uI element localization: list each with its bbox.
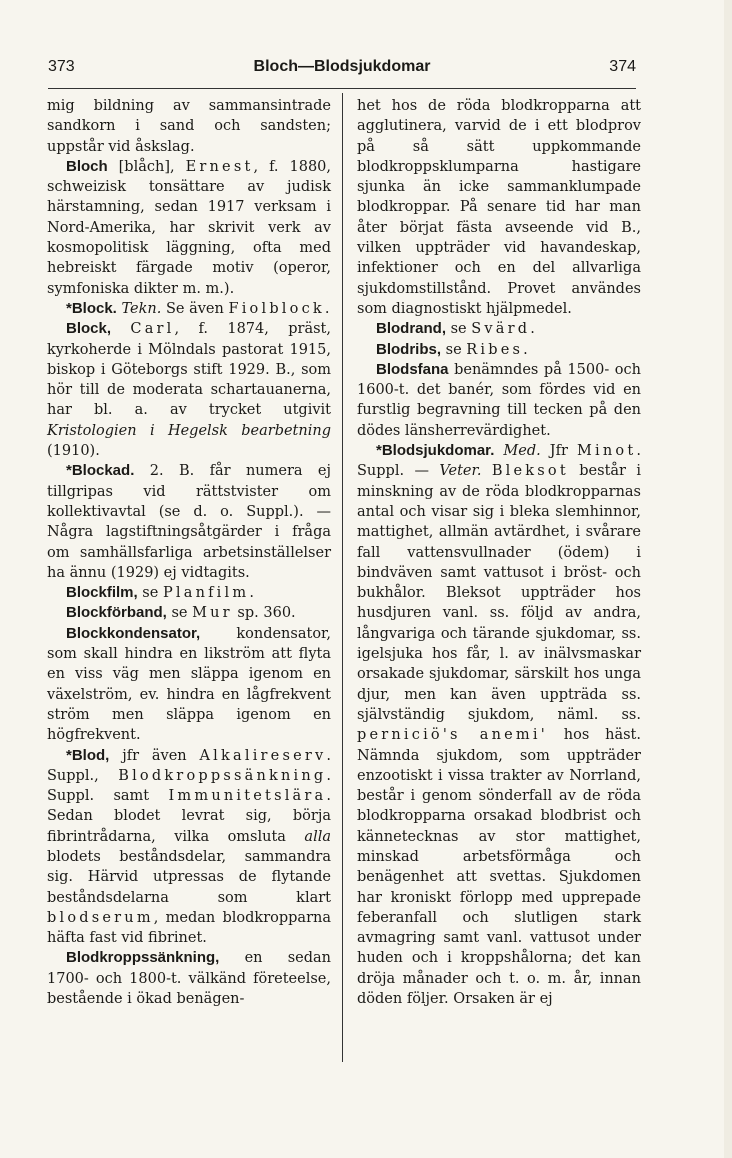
entry-text: kondensator, som skall hindra en likström att flyta en viss väg men släppa igenom en växelström, ev. hindra en lågfrekvent ström men släppa igenom en högfrekvent. (47, 625, 331, 744)
entry-text: , f. 1880, schweizisk tonsättare av judisk härstamning, sedan 1917 verksam i Nord-Amerika, har skrivit verk av kosmopolitisk läggning, ofta med hebreiskt färgade motiv (operor, symfoniska dikter m. m.). (47, 158, 332, 297)
entry-text: jfr även (109, 747, 200, 764)
dictionary-entry (357, 360, 641, 441)
entry-text: . Sedan blodet levrat sig, börja fibrintrådarna, vilka omsluta (47, 788, 331, 845)
spaced-reference: Mur (192, 605, 233, 622)
entry-text (481, 463, 491, 479)
dictionary-entry (47, 299, 331, 319)
entry-headword: *Blodsjukdomar. (376, 442, 495, 460)
italic-text: Tekn. (121, 300, 162, 317)
entry-text: 2. B. får numera ej tillgripas vid rättstvister om kollektivavtal (se d. o. Suppl.). — Några lagstiftningsåtgärder i fråga om samhällsfarliga arbetsinställelser ha ännu (1929) ej vidtagits. (47, 463, 331, 581)
column-divider (342, 93, 343, 1062)
entry-text: blodets beståndsdelar, sammandra sig. Härvid utpressas de flytande beståndsdelarna som klart (47, 848, 331, 906)
entry-text: se (441, 341, 467, 358)
entry-text: , f. 1874, präst, kyrkoherde i Mölndals pastorat 1915, biskop i Göteborgs stift 1929. B., som hör till de moderata schartauanerna, har bl. a. av trycket utgivit (47, 321, 331, 419)
italic-text: Kristologien i Hegelsk bearbetning (47, 422, 331, 439)
entry-headword: Blodkroppssänkning, (66, 949, 220, 967)
entry-headword: Block, (66, 320, 112, 338)
entry-headword: *Block. (66, 299, 117, 317)
spaced-reference: Carl (130, 321, 175, 338)
dictionary-entry (47, 96, 331, 157)
italic-text: Veter. (439, 463, 482, 480)
entry-headword: Blodsfana (376, 360, 449, 378)
entry-text: benämndes på 1500- och 1600-t. det banér, som fördes vid en furstlig begravning till tecken på den dödes länsherrevärdighet. (357, 361, 641, 439)
dictionary-entry (47, 746, 331, 949)
dictionary-entry (47, 157, 331, 299)
dictionary-entry (47, 461, 331, 583)
spaced-reference: Ribes (466, 341, 524, 358)
entry-text: . (249, 585, 254, 602)
dictionary-entry (357, 96, 641, 319)
entry-text: , medan blodkropparna häfta fast vid fibrinet. (47, 909, 331, 947)
entry-text (111, 321, 130, 337)
spaced-reference: perniciö's anemi' (357, 727, 548, 744)
dictionary-entry (47, 948, 331, 1009)
entry-text: se (137, 585, 163, 602)
left-page-number: 373 (48, 58, 75, 75)
spaced-reference: Bleksot (491, 463, 569, 480)
dictionary-entry (47, 603, 331, 623)
dictionary-entry (357, 340, 641, 360)
entry-text: se (446, 321, 472, 338)
dictionary-entry (357, 441, 641, 1009)
dictionary-entry (357, 319, 641, 339)
spaced-reference: Minot (577, 443, 637, 460)
entry-text: [blåch], (107, 158, 186, 175)
entry-text: hos häst. Nämnda sjukdom, som uppträder enzootiskt i vissa trakter av Norrland, består i genom sönderfall av de röda blodkropparna orsakad blodbrist och kännetecknas av stor mattighet, minskad arbetsförmåga och benägenhet att svettas. Sjukdomen har kroniskt förlopp med upprepade feberanfall och slutligen stark avmagring samt vanl. vattusot under huden och i kroppshålorna; det kan dröja månader och t. o. m. år, innan döden följer. Orsaken är ej (357, 727, 641, 1008)
dictionary-entry (47, 319, 331, 461)
entry-text: sp. 360. (232, 605, 296, 622)
page-edge (724, 0, 732, 1158)
entry-text: . (324, 300, 330, 317)
italic-text: Med. (503, 443, 541, 460)
entry-text: se (166, 605, 193, 622)
page-header (48, 58, 636, 86)
entry-headword: Blockkondensator, (66, 624, 201, 642)
dictionary-entry (47, 624, 331, 746)
header-rule (48, 88, 636, 89)
spaced-reference: Ernest (185, 158, 254, 175)
right-column (357, 96, 641, 1009)
entry-text: mig bildning av sammansintrade sandkorn i sand och sandsten; uppstår vid åskslag. (47, 98, 331, 155)
spaced-reference: Blodkroppssänkning (118, 767, 327, 784)
spaced-reference: Planfilm (162, 585, 250, 602)
entry-headword: *Blod, (66, 746, 110, 764)
entry-text: (1910). (47, 443, 100, 460)
left-column (47, 96, 331, 1009)
entry-headword: *Blockad. (66, 462, 135, 480)
spaced-reference: Alkalireserv (199, 747, 327, 764)
entry-text: en sedan 1700- och 1800-t. välkänd företeelse, bestående i ökad benägen- (47, 950, 331, 1008)
entry-headword: Bloch (66, 157, 108, 175)
entry-text: . Suppl. samt (47, 767, 331, 805)
entry-text: . Suppl., (47, 747, 331, 784)
entry-headword: Blockfilm, (66, 584, 138, 602)
entry-text: Se även (161, 300, 229, 317)
entry-text: består i minskning av de röda blodkropparnas antal och visar sig i bleka slemhinnor, mattighet, allmän avtärdhet, i svårare fall vattensvullnader (ödem) i bindväven samt vattusot i bröst- och bukhålor. Bleksot uppträder hos husdjuren vanl. ss. följd av andra, långvariga och tärande sjukdomar, ss. igelsjuka hos får, l. av inälvsmaskar orsakade sjukdomar, särskilt hos unga djur, men kan även uppträda ss. självständig sjukdom, näml. ss. (357, 463, 641, 723)
entry-text: . (530, 321, 535, 338)
entry-text: . Suppl. — (357, 443, 641, 480)
spaced-reference: Immunitetslära (168, 788, 327, 805)
entry-headword: Blodrand, (376, 320, 446, 338)
spaced-reference: blodserum (47, 909, 154, 926)
spaced-reference: Svärd (471, 321, 531, 338)
entry-text: het hos de röda blodkropparna att agglutinera, varvid de i ett blodprov på så sätt uppkommande blodkroppsklumparna hastigare sjunka än icke sammanklumpade blodkroppar. På senare tid har man åter börjat fästa avseende vid B., vilken uppträder vid havandeskap, infektioner och en del allvarliga sjukdomstillstånd. Provet användes som diagnostiskt hjälpmedel. (357, 98, 641, 317)
italic-text: alla (304, 828, 331, 845)
spaced-reference: Fiolblock (228, 300, 325, 317)
right-page-number: 374 (609, 58, 636, 75)
dictionary-entry (47, 583, 331, 603)
entry-headword: Blodribs, (376, 340, 442, 358)
entry-text: . (523, 341, 528, 358)
entry-text: Jfr (540, 443, 577, 460)
entry-headword: Blockförband, (66, 604, 167, 622)
running-title: Bloch—Blodsjukdomar (253, 58, 431, 75)
